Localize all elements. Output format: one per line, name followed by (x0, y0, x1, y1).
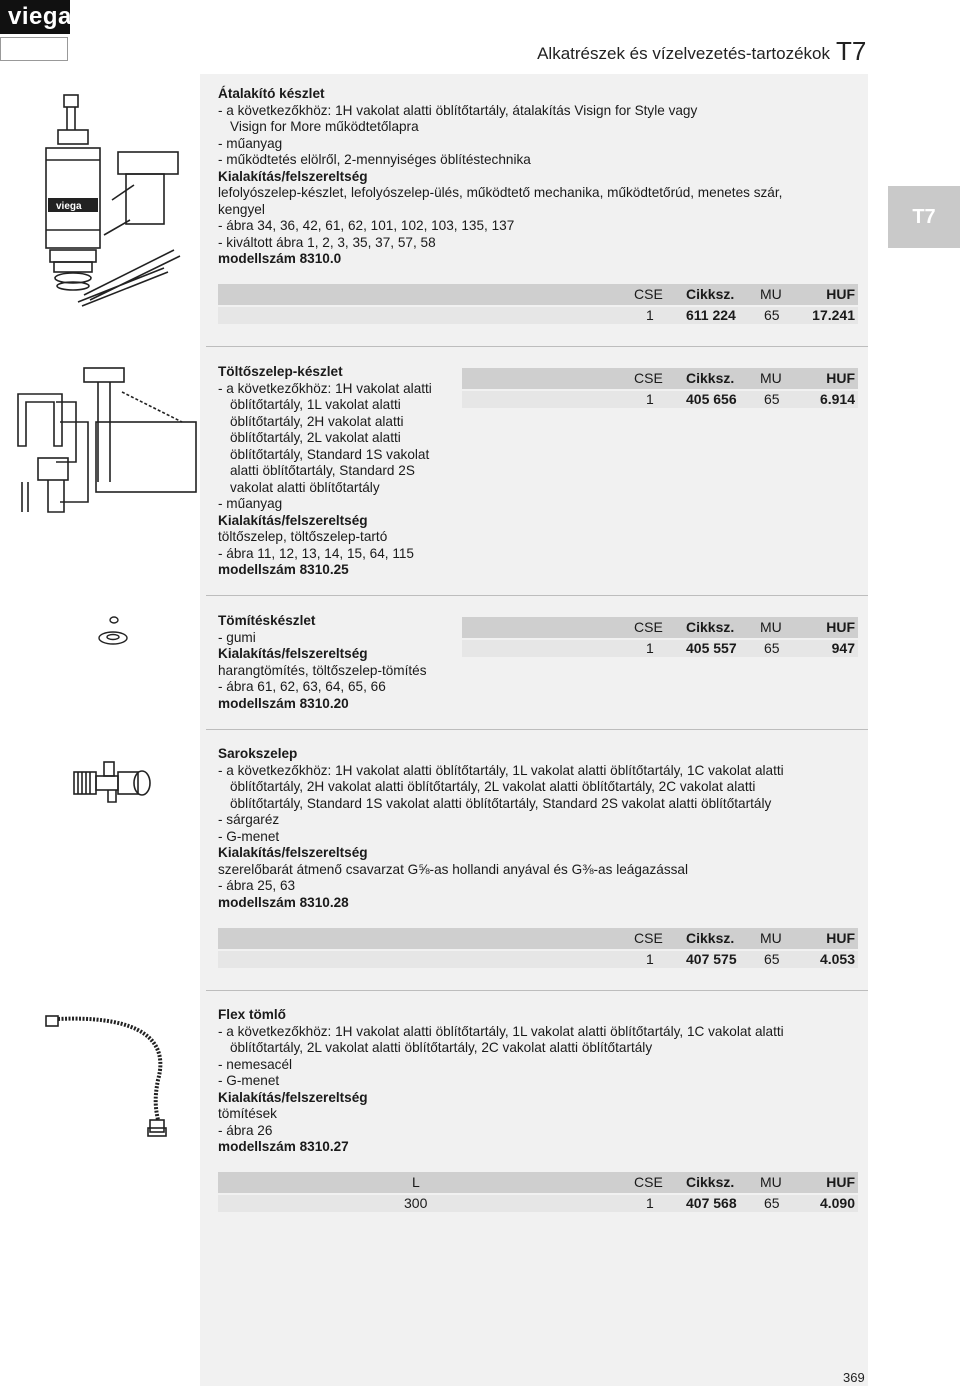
cell-mu: 65 (764, 640, 780, 656)
cell-length: 300 (404, 1195, 428, 1211)
spec-line: - G-menet (218, 828, 280, 844)
equipment-heading: Kialakítás/felszereltség (218, 168, 368, 184)
col-huf: HUF (826, 370, 855, 386)
section-tab[interactable]: T7 (888, 186, 960, 248)
product-flex-hose (218, 1007, 858, 1156)
seal-kit-illustration (88, 612, 148, 652)
spec-line: öblítőtartály, 2H vakolat alatti (230, 413, 404, 429)
equipment-line: kengyel (218, 201, 265, 217)
table-row (218, 951, 858, 968)
spec-line: - G-menet (218, 1073, 280, 1088)
figure-refs: - ábra 61, 62, 63, 64, 65, 66 (218, 679, 386, 694)
cell-cikksz: 407 575 (686, 951, 737, 967)
figure-refs: - ábra 34, 36, 42, 61, 62, 101, 102, 103, 135, 137 (218, 218, 515, 233)
section-divider (206, 346, 868, 347)
col-huf: HUF (826, 286, 855, 302)
spec-line: - gumi (218, 629, 256, 645)
logo-underline-box (0, 37, 68, 61)
model-number: modellszám 8310.27 (218, 1139, 349, 1154)
price-table (218, 284, 858, 324)
spec-line: öblítőtartály, 2L vakolat alatti öblítőtartály, 2C vakolat alatti öblítőtartály (230, 1040, 653, 1055)
col-cse: CSE (634, 286, 663, 302)
spec-line: öblítőtartály, Standard 1S vakolat (230, 446, 430, 462)
col-cse: CSE (634, 370, 663, 386)
product-seal-kit (218, 613, 468, 712)
cell-cse: 1 (646, 1195, 654, 1211)
figure-refs: - ábra 25, 63 (218, 878, 296, 893)
equipment-heading: Kialakítás/felszereltség (218, 512, 368, 528)
col-mu: MU (760, 930, 782, 946)
table-header (218, 1172, 858, 1193)
cell-mu: 65 (764, 951, 780, 967)
spec-line: öblítőtartály, Standard 1S vakolat alatti öblítőtartály, Standard 2S vakolat alatti öblítőtartály (230, 795, 772, 811)
col-mu: MU (760, 370, 782, 386)
equipment-line: lefolyószelep-készlet, lefolyószelep-ülés, működtető mechanika, működtetőrúd, menetes szár, (218, 185, 783, 200)
cell-mu: 65 (764, 391, 780, 407)
product-conversion-kit (218, 86, 858, 268)
col-mu: MU (760, 286, 782, 302)
product-fill-valve-kit (218, 364, 468, 579)
spec-line: - műanyag (218, 496, 283, 511)
product-angle-valve (218, 746, 858, 911)
price-table (462, 617, 858, 657)
cell-cse: 1 (646, 391, 654, 407)
figure-refs: - kiváltott ábra 1, 2, 3, 35, 37, 57, 58 (218, 234, 436, 250)
cell-cse: 1 (646, 640, 654, 656)
model-number: modellszám 8310.28 (218, 894, 349, 910)
cell-huf: 4.053 (819, 951, 855, 967)
spec-line: vakolat alatti öblítőtartály (230, 479, 380, 495)
flush-valve-conversion-kit-illustration (34, 90, 184, 310)
page-number: 369 (843, 1370, 865, 1385)
col-cse: CSE (634, 619, 663, 635)
flex-hose-illustration (42, 1010, 192, 1145)
col-cikksz: Cikksz. (686, 619, 735, 635)
product-title: Átalakító készlet (218, 86, 325, 101)
price-table (218, 928, 858, 968)
cell-huf: 6.914 (819, 391, 855, 407)
equipment-line: szerelőbarát átmenő csavarzat G⅝-as hollandi anyával és G⅜-as leágazással (218, 861, 688, 877)
col-huf: HUF (826, 1174, 855, 1190)
page-header-title: Alkatrészek és vízelvezetés-tartozékok (537, 44, 830, 63)
table-header (462, 617, 858, 638)
col-cse: CSE (634, 930, 663, 946)
col-huf: HUF (826, 619, 855, 635)
price-table (462, 368, 858, 408)
equipment-line: töltőszelep, töltőszelep-tartó (218, 529, 388, 544)
product-title: Flex tömlő (218, 1007, 286, 1022)
cell-mu: 65 (764, 1195, 780, 1211)
spec-line: öblítőtartály, 1L vakolat alatti (230, 397, 401, 412)
section-divider (206, 595, 868, 596)
spec-line: - sárgaréz (218, 812, 280, 827)
col-cikksz: Cikksz. (686, 370, 735, 386)
equipment-heading: Kialakítás/felszereltség (218, 646, 368, 661)
cell-huf: 4.090 (819, 1195, 855, 1211)
spec-line: - a következőkhöz: 1H vakolat alatti öblítőtartály, 1L vakolat alatti öblítőtartály, 1C vakolat alatti (218, 1023, 784, 1039)
spec-line: öblítőtartály, 2H vakolat alatti öblítőtartály, 2L vakolat alatti öblítőtartály, 2C vakolat alatti (230, 779, 756, 794)
product-title: Töltőszelep-készlet (218, 364, 343, 379)
col-length: L (412, 1174, 420, 1190)
cell-huf: 947 (831, 640, 855, 656)
cell-cikksz: 407 568 (686, 1195, 737, 1211)
figure-refs: - ábra 26 (218, 1122, 273, 1138)
cell-cikksz: 405 656 (686, 391, 737, 407)
equipment-line: harangtömítés, töltőszelep-tömítés (218, 662, 427, 678)
spec-line: - nemesacél (218, 1056, 293, 1072)
angle-valve-illustration (68, 758, 158, 808)
model-number: modellszám 8310.20 (218, 695, 349, 711)
table-header (218, 284, 858, 305)
col-cikksz: Cikksz. (686, 1174, 735, 1190)
table-row (218, 307, 858, 324)
figure-refs: - ábra 11, 12, 13, 14, 15, 64, 115 (218, 545, 414, 561)
cell-cikksz: 611 224 (686, 307, 736, 323)
cell-huf: 17.241 (812, 307, 855, 323)
section-divider (206, 729, 868, 730)
col-cikksz: Cikksz. (686, 930, 735, 946)
product-title: Sarokszelep (218, 746, 298, 761)
table-row (462, 391, 858, 408)
col-mu: MU (760, 619, 782, 635)
fill-valve-kit-illustration (12, 362, 202, 522)
spec-line: - a következőkhöz: 1H vakolat alatti öblítőtartály, átalakítás Visign for Style vagy (218, 102, 698, 118)
cell-cse: 1 (646, 951, 654, 967)
page-header-code: T7 (836, 36, 867, 66)
col-cse: CSE (634, 1174, 663, 1190)
table-row (462, 640, 858, 657)
cell-cse: 1 (646, 307, 654, 323)
table-header (462, 368, 858, 389)
spec-line: öblítőtartály, 2L vakolat alatti (230, 430, 401, 445)
section-divider (206, 990, 868, 991)
cell-cikksz: 405 557 (686, 640, 737, 656)
model-number: modellszám 8310.25 (218, 562, 349, 577)
price-table (218, 1172, 858, 1212)
col-mu: MU (760, 1174, 782, 1190)
spec-line: - működtetés elölről, 2-mennyiséges öblítéstechnika (218, 152, 531, 167)
spec-line: alatti öblítőtartály, Standard 2S (230, 463, 415, 478)
table-header (218, 928, 858, 949)
equipment-heading: Kialakítás/felszereltség (218, 845, 368, 860)
col-huf: HUF (826, 930, 855, 946)
cell-mu: 65 (764, 307, 780, 323)
equipment-heading: Kialakítás/felszereltség (218, 1089, 368, 1105)
svg-text:viega: viega (56, 201, 82, 212)
viega-logo: viega (0, 0, 70, 34)
spec-line: Visign for More működtetőlapra (230, 119, 419, 134)
product-title: Tömítéskészlet (218, 613, 316, 628)
equipment-line: tömítések (218, 1106, 277, 1121)
model-number: modellszám 8310.0 (218, 251, 342, 266)
spec-line: - a következőkhöz: 1H vakolat alatti (218, 380, 432, 396)
col-cikksz: Cikksz. (686, 286, 735, 302)
table-row (218, 1195, 858, 1212)
spec-line: - műanyag (218, 135, 283, 151)
spec-line: - a következőkhöz: 1H vakolat alatti öblítőtartály, 1L vakolat alatti öblítőtartály, 1C vakolat alatti (218, 762, 784, 778)
